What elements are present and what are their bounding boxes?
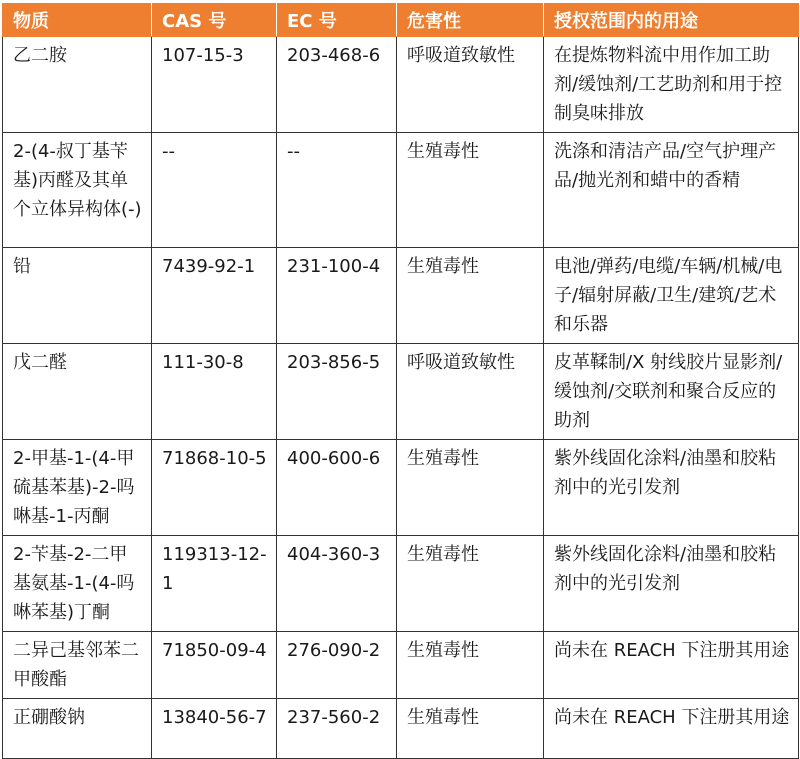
- cell-substance: 二异己基邻苯二甲酸酯: [3, 632, 152, 699]
- header-use: 授权范围内的用途: [544, 4, 799, 37]
- cell-hazard: 呼吸道致敏性: [397, 344, 544, 440]
- table-row: [3, 536, 799, 632]
- cell-substance: 戊二醛: [3, 344, 152, 440]
- cell-use: 洗涤和清洁产品/空气护理产品/抛光剂和蜡中的香精: [544, 133, 799, 248]
- cell-hazard: 生殖毒性: [397, 248, 544, 344]
- table-row: [3, 440, 799, 536]
- cell-substance: 2-苄基-2-二甲基氨基-1-(4-吗啉苯基)丁酮: [3, 536, 152, 632]
- cell-ec: --: [277, 133, 397, 248]
- cell-ec: 231-100-4: [277, 248, 397, 344]
- cell-hazard: 呼吸道致敏性: [397, 37, 544, 133]
- cell-use: 电池/弹药/电缆/车辆/机械/电子/辐射屏蔽/卫生/建筑/艺术和乐器: [544, 248, 799, 344]
- cell-use: 在提炼物料流中用作加工助剂/缓蚀剂/工艺助剂和用于控制臭味排放: [544, 37, 799, 133]
- table-row: [3, 632, 799, 699]
- cell-use: 紫外线固化涂料/油墨和胶粘剂中的光引发剂: [544, 440, 799, 536]
- cell-use: 尚未在 REACH 下注册其用途: [544, 632, 799, 699]
- table-row: [3, 133, 799, 248]
- cell-hazard: 生殖毒性: [397, 699, 544, 759]
- cell-ec: 237-560-2: [277, 699, 397, 759]
- substance-table-wrapper: [2, 3, 798, 759]
- header-cas: CAS 号: [152, 4, 277, 37]
- table-row: [3, 37, 799, 133]
- cell-ec: 276-090-2: [277, 632, 397, 699]
- cell-ec: 400-600-6: [277, 440, 397, 536]
- cell-use: 紫外线固化涂料/油墨和胶粘剂中的光引发剂: [544, 536, 799, 632]
- cell-cas: --: [152, 133, 277, 248]
- cell-hazard: 生殖毒性: [397, 536, 544, 632]
- cell-substance: 2-甲基-1-(4-甲硫基苯基)-2-吗啉基-1-丙酮: [3, 440, 152, 536]
- table-header-row: [3, 4, 799, 37]
- cell-cas: 107-15-3: [152, 37, 277, 133]
- cell-ec: 203-468-6: [277, 37, 397, 133]
- cell-cas: 119313-12-1: [152, 536, 277, 632]
- cell-hazard: 生殖毒性: [397, 440, 544, 536]
- cell-substance: 乙二胺: [3, 37, 152, 133]
- cell-use: 尚未在 REACH 下注册其用途: [544, 699, 799, 759]
- header-substance: 物质: [3, 4, 152, 37]
- table-row: [3, 248, 799, 344]
- substance-table: [2, 3, 799, 759]
- cell-cas: 71850-09-4: [152, 632, 277, 699]
- cell-cas: 111-30-8: [152, 344, 277, 440]
- cell-substance: 铅: [3, 248, 152, 344]
- cell-use: 皮革鞣制/X 射线胶片显影剂/缓蚀剂/交联剂和聚合反应的助剂: [544, 344, 799, 440]
- table-row: [3, 344, 799, 440]
- cell-hazard: 生殖毒性: [397, 133, 544, 248]
- cell-ec: 203-856-5: [277, 344, 397, 440]
- header-hazard: 危害性: [397, 4, 544, 37]
- cell-substance: 2-(4-叔丁基苄基)丙醛及其单个立体异构体(-): [3, 133, 152, 248]
- cell-cas: 7439-92-1: [152, 248, 277, 344]
- cell-hazard: 生殖毒性: [397, 632, 544, 699]
- table-row: [3, 699, 799, 759]
- cell-ec: 404-360-3: [277, 536, 397, 632]
- header-ec: EC 号: [277, 4, 397, 37]
- cell-substance: 正硼酸钠: [3, 699, 152, 759]
- cell-cas: 13840-56-7: [152, 699, 277, 759]
- cell-cas: 71868-10-5: [152, 440, 277, 536]
